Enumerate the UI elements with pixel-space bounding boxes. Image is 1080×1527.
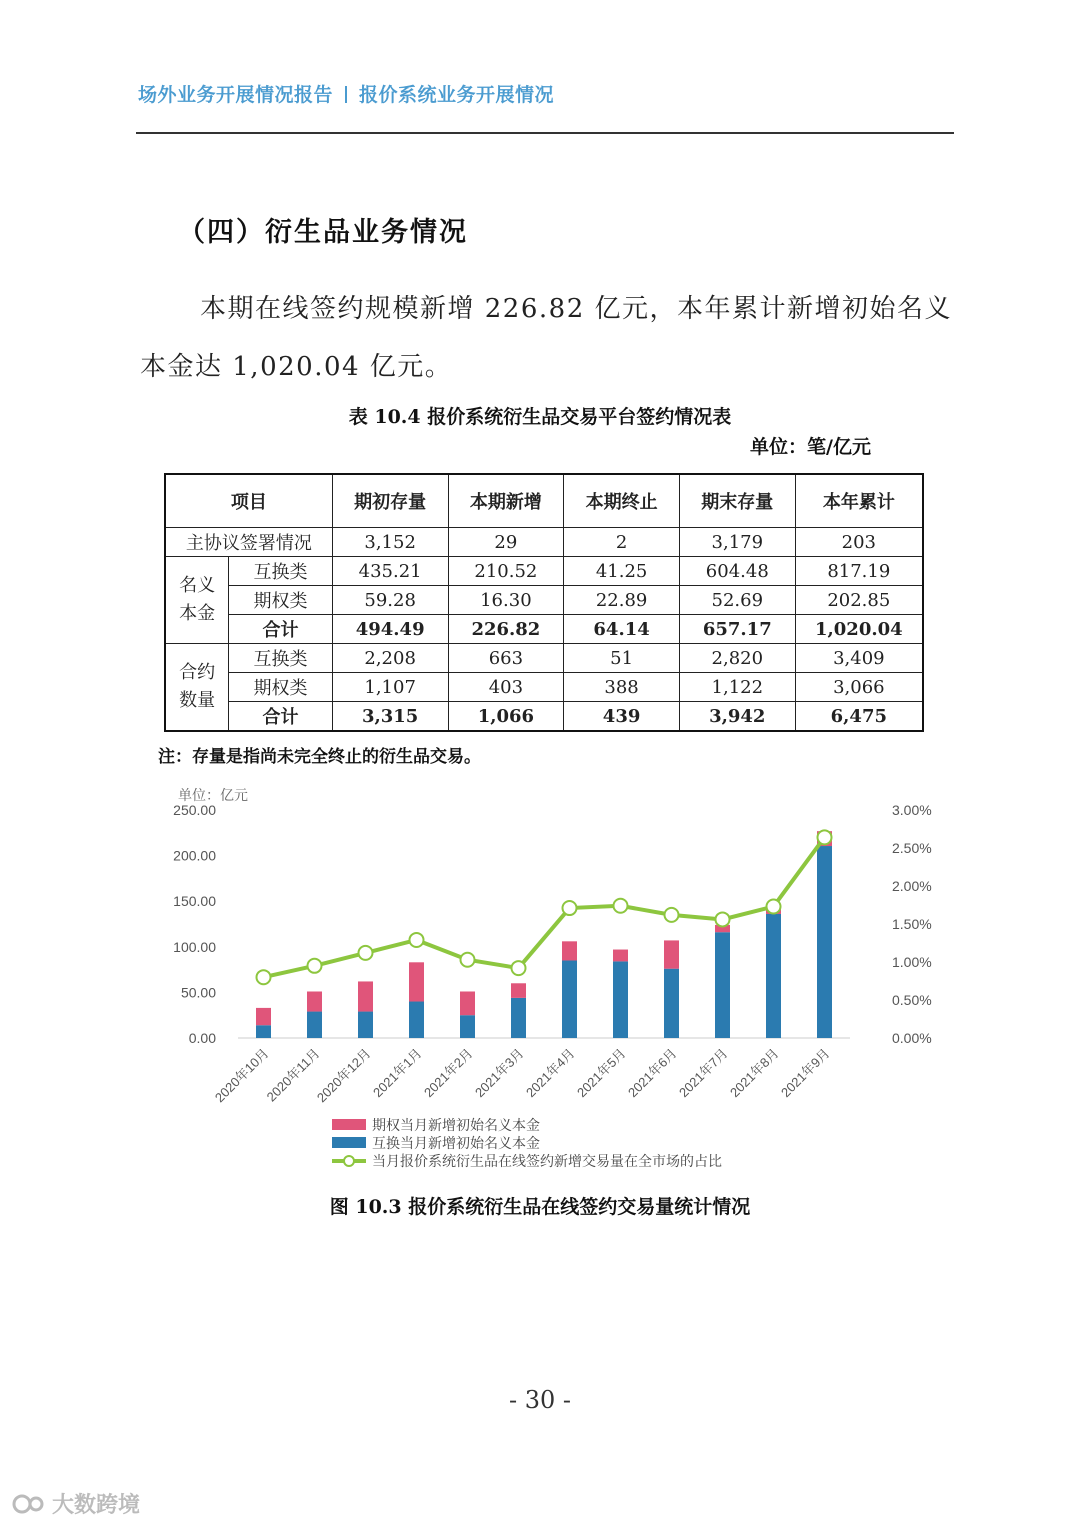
x-tick-label: 2020年12月	[313, 1045, 374, 1106]
col-header: 本期新增	[448, 474, 564, 528]
bar-option	[562, 941, 577, 960]
y-left-tick-label: 0.00	[188, 1030, 216, 1046]
table-cell: 435.21	[332, 557, 448, 586]
table-row	[165, 673, 923, 702]
bar-swap	[613, 961, 628, 1038]
stacked-bar-line-chart	[160, 780, 960, 1200]
section-title: （四）衍生品业务情况	[178, 217, 468, 248]
x-tick-label: 2021年8月	[727, 1045, 782, 1101]
share-point	[665, 908, 679, 922]
bar-swap	[766, 914, 781, 1038]
legend-swatch	[332, 1119, 366, 1130]
table-cell: 41.25	[564, 557, 680, 586]
table-cell: 52.69	[679, 586, 795, 615]
watermark-text: 大数跨境	[52, 1493, 141, 1518]
row-label: 期权类	[229, 586, 333, 615]
row-label: 期权类	[229, 673, 333, 702]
legend-label: 互换当月新增初始名义本金	[372, 1135, 540, 1151]
y-right-tick-label: 0.50%	[892, 992, 932, 1008]
legend-label: 期权当月新增初始名义本金	[372, 1117, 540, 1133]
x-tick-label: 2021年7月	[676, 1045, 731, 1101]
table-cell: 1,020.04	[795, 615, 923, 644]
bar-swap	[256, 1025, 271, 1038]
table-cell: 663	[448, 644, 564, 673]
body-paragraph	[140, 280, 960, 396]
share-line	[264, 837, 825, 977]
share-point	[614, 899, 628, 913]
signing-table	[164, 473, 924, 732]
table-cell: 3,942	[679, 702, 795, 732]
table-cell: 210.52	[448, 557, 564, 586]
table-cell: 2,820	[679, 644, 795, 673]
bar-option	[511, 983, 526, 998]
share-point	[818, 830, 832, 844]
table-cell: 657.17	[679, 615, 795, 644]
y-right-tick-label: 2.00%	[892, 878, 932, 894]
table-row	[165, 557, 923, 586]
header-separator	[345, 86, 347, 103]
y-right-tick-label: 1.00%	[892, 954, 932, 970]
table-caption: 表 10.4 报价系统衍生品交易平台签约情况表	[348, 406, 732, 428]
x-tick-label: 2020年10月	[211, 1045, 272, 1106]
bar-swap	[715, 932, 730, 1038]
table-cell: 51	[564, 644, 680, 673]
bar-option	[460, 991, 475, 1015]
y-right-tick-label: 1.50%	[892, 916, 932, 932]
table-cell: 3,179	[679, 528, 795, 557]
share-point	[767, 900, 781, 914]
y-left-tick-label: 150.00	[173, 893, 216, 910]
share-point	[716, 912, 730, 926]
table-cell: 29	[448, 528, 564, 557]
row-label: 合计	[229, 615, 333, 644]
table-cell: 203	[795, 528, 923, 557]
x-tick-label: 2020年11月	[263, 1045, 323, 1105]
table-cell: 494.49	[332, 615, 448, 644]
legend-label: 当月报价系统衍生品在线签约新增交易量在全市场的占比	[372, 1153, 722, 1169]
table-cell: 16.30	[448, 586, 564, 615]
y-left-tick-label: 250.00	[173, 802, 216, 818]
table-cell: 3,315	[332, 702, 448, 732]
legend-swatch	[332, 1137, 366, 1148]
group-label-line: 数量	[179, 690, 216, 711]
bar-option	[358, 981, 373, 1011]
row-label: 主协议签署情况	[165, 528, 332, 557]
group-label	[165, 644, 229, 732]
group-label	[165, 557, 229, 644]
bar-swap	[664, 969, 679, 1038]
page-number: - 30 -	[508, 1386, 571, 1414]
table-cell: 6,475	[795, 702, 923, 732]
share-point	[308, 959, 322, 973]
col-header: 项目	[165, 474, 332, 528]
watermark	[12, 1488, 140, 1519]
table-cell: 403	[448, 673, 564, 702]
table-cell: 1,066	[448, 702, 564, 732]
y-left-tick-label: 200.00	[173, 847, 216, 864]
bar-option	[409, 962, 424, 1001]
row-label: 互换类	[229, 557, 333, 586]
group-label-line: 本金	[179, 603, 216, 624]
table-cell: 388	[564, 673, 680, 702]
header-left: 场外业务开展情况报告	[138, 84, 334, 106]
table-cell: 2	[564, 528, 680, 557]
table-cell: 59.28	[332, 586, 448, 615]
table-cell: 226.82	[448, 615, 564, 644]
table-note: 注：存量是指尚未完全终止的衍生品交易。	[158, 747, 481, 767]
table-cell: 64.14	[564, 615, 680, 644]
x-tick-label: 2021年3月	[472, 1045, 527, 1101]
bar-swap	[358, 1012, 373, 1038]
table-cell: 3,409	[795, 644, 923, 673]
bar-swap	[562, 960, 577, 1038]
y-right-tick-label: 3.00%	[892, 802, 932, 818]
table-cell: 817.19	[795, 557, 923, 586]
group-label-line: 合约	[179, 662, 216, 683]
group-label-line: 名义	[179, 575, 216, 596]
table-row	[165, 644, 923, 673]
row-label: 合计	[229, 702, 333, 732]
col-header: 本年累计	[795, 474, 923, 528]
bar-option	[256, 1008, 271, 1025]
table-cell: 1,122	[679, 673, 795, 702]
table-cell: 3,066	[795, 673, 923, 702]
table-cell: 202.85	[795, 586, 923, 615]
table-row	[165, 528, 923, 557]
bar-option	[664, 940, 679, 968]
table-header-row	[165, 474, 923, 528]
col-header: 期初存量	[332, 474, 448, 528]
table-cell: 1,107	[332, 673, 448, 702]
bar-option	[307, 991, 322, 1011]
x-tick-label: 2021年1月	[370, 1045, 425, 1101]
y-left-tick-label: 50.00	[180, 984, 216, 1001]
table-cell: 604.48	[679, 557, 795, 586]
header-right: 报价系统业务开展情况	[359, 84, 555, 106]
table-cell: 439	[564, 702, 680, 732]
table-row-total	[165, 702, 923, 732]
watermark-logo-icon	[12, 1492, 48, 1516]
share-point	[359, 946, 373, 960]
x-tick-label: 2021年9月	[778, 1045, 833, 1101]
bar-swap	[817, 846, 832, 1038]
share-point	[563, 901, 577, 915]
share-point	[512, 961, 526, 975]
table-cell: 3,152	[332, 528, 448, 557]
page-header	[138, 80, 554, 107]
x-tick-label: 2021年5月	[574, 1045, 629, 1101]
table-cell: 22.89	[564, 586, 680, 615]
share-point	[410, 933, 424, 947]
bar-swap	[307, 1012, 322, 1038]
figure-caption: 图 10.3 报价系统衍生品在线签约交易量统计情况	[329, 1196, 751, 1218]
table-cell: 2,208	[332, 644, 448, 673]
y-right-tick-label: 0.00%	[892, 1030, 932, 1046]
share-point	[461, 953, 475, 967]
y-right-tick-label: 2.50%	[892, 840, 932, 856]
chart-container	[160, 780, 960, 1200]
table-row-total	[165, 615, 923, 644]
y-left-tick-label: 100.00	[173, 938, 216, 955]
paragraph-text: 本期在线签约规模新增 226.82 亿元，本年累计新增初始名义本金达 1,020.04 亿元。	[140, 294, 953, 382]
header-rule	[136, 132, 954, 134]
col-header: 期末存量	[679, 474, 795, 528]
bar-swap	[409, 1002, 424, 1038]
row-label: 互换类	[229, 644, 333, 673]
table-row	[165, 586, 923, 615]
table-unit: 单位：笔/亿元	[750, 436, 871, 458]
legend-point-swatch	[344, 1156, 354, 1166]
bar-option	[613, 950, 628, 962]
x-tick-label: 2021年2月	[421, 1045, 476, 1101]
bar-swap	[511, 998, 526, 1038]
x-tick-label: 2021年4月	[523, 1045, 578, 1101]
col-header: 本期终止	[564, 474, 680, 528]
share-point	[257, 970, 271, 984]
bar-swap	[460, 1015, 475, 1038]
chart-unit-label: 单位：亿元	[178, 787, 248, 803]
x-tick-label: 2021年6月	[625, 1045, 680, 1101]
